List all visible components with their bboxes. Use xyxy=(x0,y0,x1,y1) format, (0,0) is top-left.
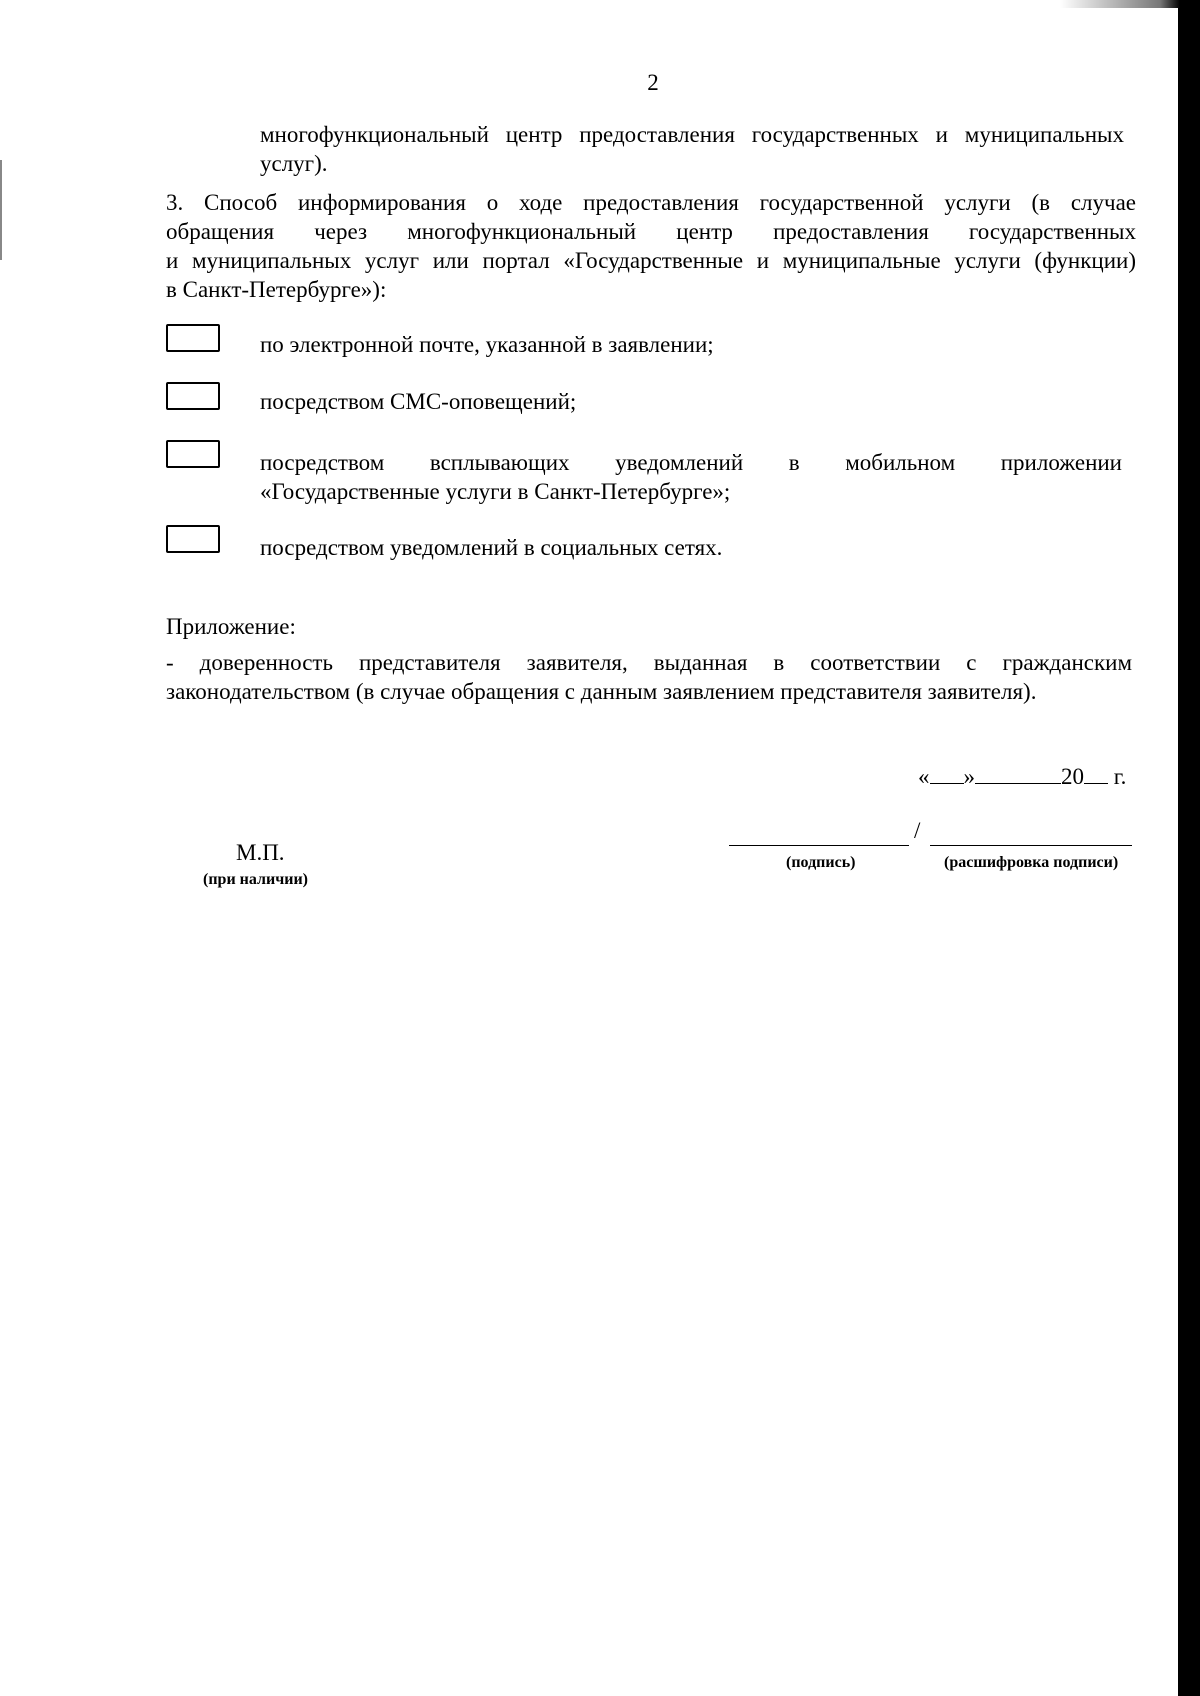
push-option-line-1: посредством всплывающих уведомлений в мобильном приложении xyxy=(260,450,1122,475)
date-year-prefix: 20 xyxy=(1061,764,1084,789)
section-3-paragraph xyxy=(166,188,1136,304)
push-option-checkbox[interactable] xyxy=(166,440,220,468)
push-option-line-2: «Государственные услуги в Санкт-Петербурге»; xyxy=(260,479,731,504)
appendix-title: Приложение: xyxy=(166,614,296,639)
signature-line[interactable] xyxy=(729,845,909,846)
scan-edge-left xyxy=(0,160,2,260)
scan-edge-top xyxy=(1060,0,1200,8)
stamp-caption: (при наличии) xyxy=(203,871,309,888)
intro-line-1: многофункциональный центр предоставления государственных и муниципальных xyxy=(260,122,1124,147)
scan-edge-right xyxy=(1178,0,1200,1696)
social-option-label: посредством уведомлений в социальных сетях. xyxy=(260,535,723,560)
section-3-line-2: обращения через многофункциональный центр предоставления государственных xyxy=(166,219,1136,244)
push-option-label xyxy=(260,448,1122,506)
signature-caption: (подпись) xyxy=(786,854,856,871)
date-open-quote: « xyxy=(918,764,930,789)
date-close-quote: » xyxy=(963,764,975,789)
sms-option-label: посредством СМС-оповещений; xyxy=(260,389,577,414)
date-year-suffix: г. xyxy=(1113,764,1127,789)
sms-option-checkbox[interactable] xyxy=(166,382,220,410)
appendix-line-2: законодательством (в случае обращения с данным заявлением представителя заявителя). xyxy=(166,679,1037,704)
social-option-checkbox[interactable] xyxy=(166,525,220,553)
section-3-line-1: 3. Способ информирования о ходе предоставления государственной услуги (в случае xyxy=(166,190,1136,215)
signature-slash: / xyxy=(914,818,921,843)
email-option-label: по электронной почте, указанной в заявлении; xyxy=(260,332,714,357)
intro-line-2: услуг). xyxy=(260,151,328,176)
date-month-blank[interactable] xyxy=(975,763,1061,784)
signature-decoding-caption: (расшифровка подписи) xyxy=(944,854,1119,871)
stamp-label: М.П. xyxy=(236,840,285,865)
section-3-line-3: и муниципальных услуг или портал «Государственные и муниципальные услуги (функции) xyxy=(166,248,1136,273)
email-option-checkbox[interactable] xyxy=(166,324,220,352)
appendix-paragraph xyxy=(166,648,1132,706)
signature-decoding-line[interactable] xyxy=(930,845,1132,846)
date-year-blank[interactable] xyxy=(1084,763,1108,784)
section-3-line-4: в Санкт-Петербурге»): xyxy=(166,277,387,302)
date-field xyxy=(918,763,1126,790)
intro-continuation xyxy=(260,120,1124,178)
appendix-line-1: - доверенность представителя заявителя, выданная в соответствии с гражданским xyxy=(166,650,1132,675)
page-number: 2 xyxy=(647,70,659,95)
date-day-blank[interactable] xyxy=(930,763,964,784)
